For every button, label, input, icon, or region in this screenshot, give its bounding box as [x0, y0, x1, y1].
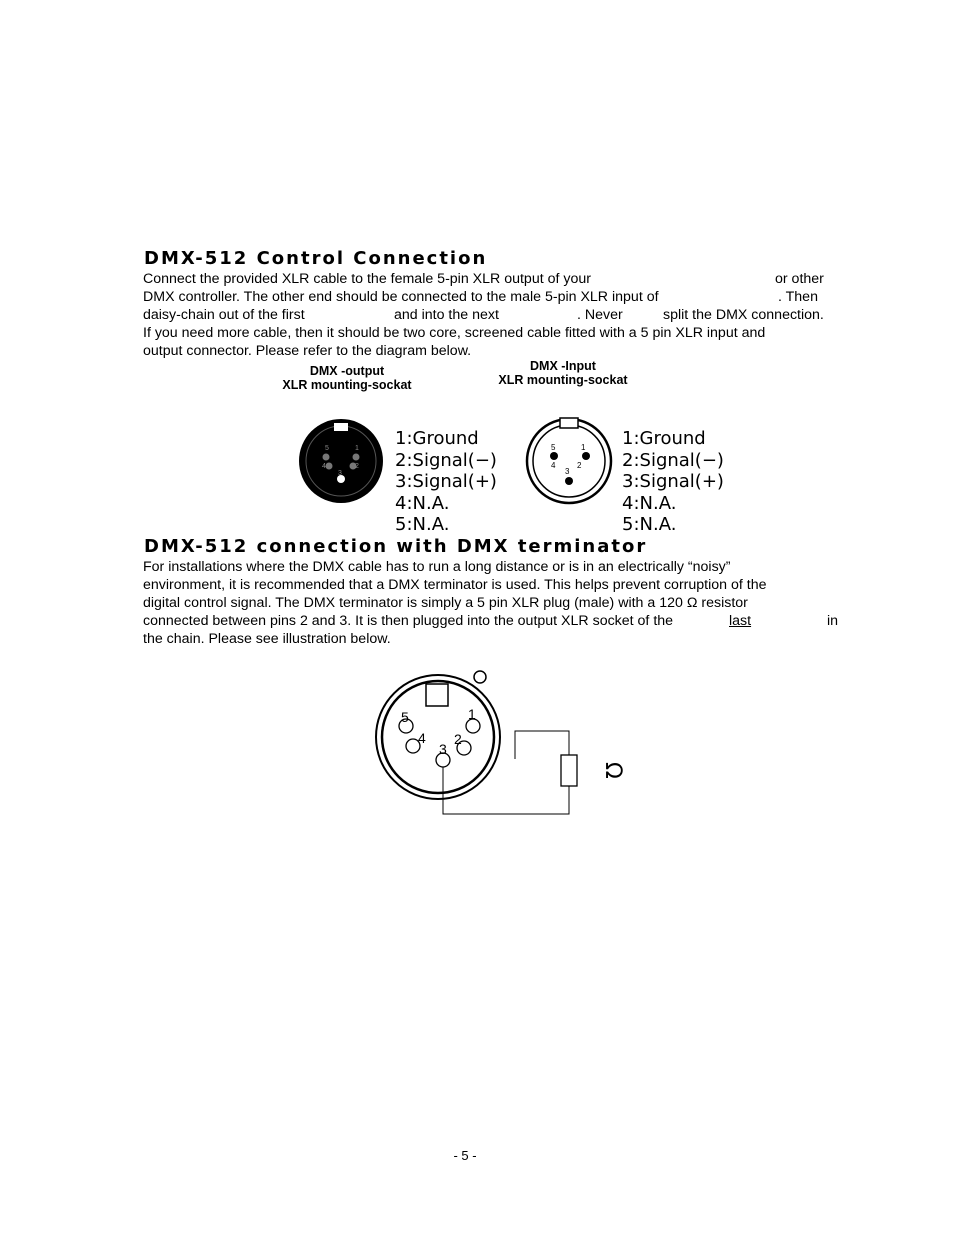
pin-4-label: 4:N.A. — [395, 492, 450, 514]
pin-number-5: 5 — [325, 445, 329, 452]
text-segment-underlined: last — [729, 613, 752, 629]
text-segment: digital control signal. The DMX terminator is simply a 5 pin XLR plug (male) with a 120 Ω resistor — [143, 595, 748, 611]
pin-number-2: 2 — [577, 461, 582, 470]
dmx-output-connector-icon — [296, 416, 386, 506]
text-segment: and into the next — [394, 307, 499, 323]
text-line — [143, 288, 843, 306]
output-socket-label — [272, 364, 422, 392]
text-segment: daisy-chain out of the first — [143, 307, 305, 323]
pin-3-label: 3:Signal(+) — [622, 471, 724, 492]
text-segment: DMX controller. The other end should be connected to the male 5-pin XLR input of — [143, 289, 659, 305]
text-segment: or other — [775, 271, 824, 287]
input-socket-label — [488, 359, 638, 387]
pin-number-4: 4 — [418, 730, 426, 746]
text-segment: the chain. Please see illustration below. — [143, 631, 391, 647]
pin-number-2: 2 — [355, 463, 359, 470]
pin-2-label: 2:Signal(−) — [395, 449, 497, 471]
pin-number-3: 3 — [338, 470, 342, 477]
text-segment: If you need more cable, then it should be two core, screened cable fitted with a 5 pin XLR input and — [143, 325, 766, 341]
text-segment: environment, it is recommended that a DMX terminator is used. This helps prevent corruption of the — [143, 577, 767, 593]
text-line — [143, 324, 843, 342]
paragraph-terminator — [143, 558, 843, 648]
pin-1-label: 1:Ground — [622, 428, 706, 449]
text-line — [143, 306, 843, 324]
text-segment: For installations where the DMX cable has to run a long distance or is in an electrically “noisy” — [143, 559, 731, 575]
pin-number-2: 2 — [454, 731, 462, 747]
text-segment: Connect the provided XLR cable to the female 5-pin XLR output of your — [143, 271, 591, 287]
pin-number-5: 5 — [401, 709, 409, 725]
pin-number-4: 4 — [322, 463, 326, 470]
text-line — [143, 630, 843, 648]
text-line — [143, 612, 843, 630]
text-segment: split the DMX connection. — [663, 307, 824, 323]
text-line — [143, 576, 843, 594]
input-pin-list — [622, 428, 724, 536]
pin-1-label: 1:Ground — [395, 428, 479, 449]
text-segment: . Never — [577, 307, 623, 323]
pin-number-1: 1 — [468, 706, 476, 722]
section-title-terminator: DMX-512 connection with DMX terminator — [144, 536, 648, 557]
text-segment: output connector. Please refer to the diagram below. — [143, 343, 472, 359]
pin-5-label: 5:N.A. — [395, 514, 450, 535]
input-label-line2: XLR mounting-sockat — [498, 373, 628, 387]
pin-3-label: 3:Signal(+) — [395, 471, 497, 492]
pin-number-3: 3 — [439, 741, 447, 757]
pin-4-label: 4:N.A. — [622, 492, 677, 514]
text-line — [143, 270, 843, 288]
text-line — [143, 342, 843, 360]
pin-number-1: 1 — [581, 443, 586, 452]
output-pin-list — [395, 428, 497, 536]
paragraph-control-connection — [143, 270, 843, 360]
pin-5-label: 5:N.A. — [622, 514, 677, 535]
pin-number-5: 5 — [551, 443, 556, 452]
text-segment: in — [827, 613, 839, 629]
pin-number-4: 4 — [551, 461, 556, 470]
pin-2-label: 2:Signal(−) — [622, 449, 724, 471]
dmx-terminator-diagram — [370, 662, 640, 822]
output-label-line1: DMX -output — [309, 364, 385, 378]
output-label-line2: XLR mounting-sockat — [282, 378, 412, 392]
page-number: - 5 - — [453, 1148, 477, 1163]
input-label-line1: DMX -Input — [530, 359, 596, 373]
section-title-control-connection: DMX-512 Control Connection — [144, 248, 488, 269]
pin-number-3: 3 — [565, 467, 570, 476]
dmx-input-connector-icon — [524, 416, 614, 506]
text-segment: . Then — [778, 289, 818, 305]
ohm-symbol: Ω — [600, 762, 625, 779]
pin-number-1: 1 — [355, 445, 359, 452]
text-line — [143, 558, 843, 576]
text-line — [143, 594, 843, 612]
text-segment: connected between pins 2 and 3. It is then plugged into the output XLR socket of the — [143, 613, 674, 629]
